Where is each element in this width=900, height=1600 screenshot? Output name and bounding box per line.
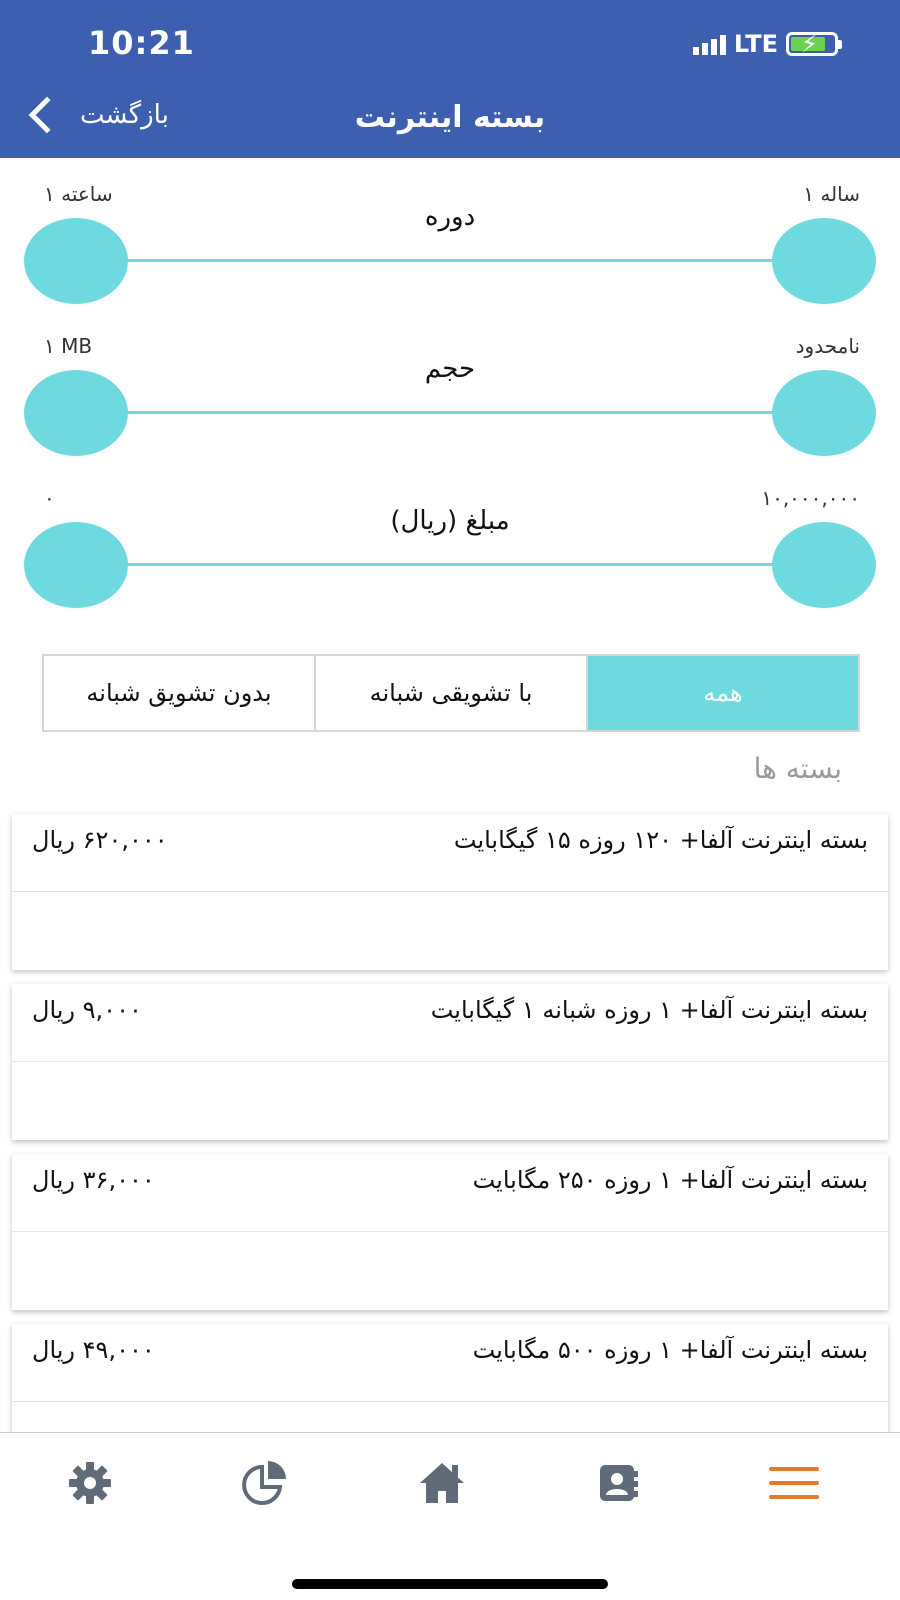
bottom-navigation (0, 1432, 900, 1600)
network-type: LTE (733, 30, 778, 58)
package-row (12, 814, 888, 892)
app-header (0, 0, 900, 158)
package-price: ۴۹,۰۰۰ ریال (32, 1336, 155, 1364)
slider-title: مبلغ (ریال) (390, 506, 510, 536)
slider-max-label: نامحدود (795, 334, 860, 358)
home-icon[interactable] (412, 1453, 472, 1513)
slider-min-handle[interactable] (24, 522, 128, 608)
duration-slider (0, 182, 900, 332)
slider-max-label: ۱۰,۰۰۰,۰۰۰ (761, 486, 860, 510)
slider-min-handle[interactable] (24, 370, 128, 456)
slider-max-handle[interactable] (772, 522, 876, 608)
package-card[interactable] (12, 814, 888, 970)
tab-with-night-bonus[interactable]: با تشویقی شبانه (316, 656, 588, 730)
section-heading: بسته ها (753, 752, 842, 785)
slider-title: حجم (424, 354, 476, 384)
home-indicator[interactable] (292, 1579, 608, 1589)
package-price: ۹,۰۰۰ ریال (32, 996, 142, 1024)
back-label: بازگشت (80, 100, 169, 130)
package-name: بسته اینترنت آلفا+ ۱ روزه ۵۰۰ مگابایت (472, 1336, 868, 1364)
slider-track[interactable] (126, 411, 774, 414)
slider-min-label: ۰ (44, 486, 55, 510)
slider-min-handle[interactable] (24, 218, 128, 304)
package-card[interactable] (12, 1154, 888, 1310)
package-row (12, 984, 888, 1062)
gear-icon[interactable] (60, 1453, 120, 1513)
pie-chart-icon[interactable] (236, 1453, 296, 1513)
slider-max-label: ۱ ساله (803, 182, 860, 206)
status-indicators (693, 30, 838, 58)
signal-icon (693, 33, 726, 55)
package-name: بسته اینترنت آلفا+ ۱ روزه ۲۵۰ مگابایت (472, 1166, 868, 1194)
contact-card-icon[interactable] (588, 1453, 648, 1513)
page-title: بسته اینترنت (354, 100, 546, 135)
slider-track[interactable] (126, 259, 774, 262)
battery-icon: ⚡ (786, 32, 838, 56)
slider-track[interactable] (126, 563, 774, 566)
package-price: ۶۲۰,۰۰۰ ریال (32, 826, 168, 854)
price-slider (0, 486, 900, 636)
package-price: ۳۶,۰۰۰ ریال (32, 1166, 155, 1194)
slider-max-handle[interactable] (772, 370, 876, 456)
hamburger-menu-icon[interactable] (764, 1453, 824, 1513)
package-row (12, 1154, 888, 1232)
slider-min-label: ۱ ساعته (44, 182, 113, 206)
slider-max-handle[interactable] (772, 218, 876, 304)
status-time: 10:21 (88, 24, 195, 62)
tab-without-night-bonus[interactable]: بدون تشویق شبانه (44, 656, 316, 730)
tab-all[interactable]: همه (588, 656, 858, 730)
package-name: بسته اینترنت آلفا+ ۱ روزه شبانه ۱ گیگابایت (430, 996, 868, 1024)
slider-title: دوره (424, 202, 476, 232)
package-row (12, 1324, 888, 1402)
package-name: بسته اینترنت آلفا+ ۱۲۰ روزه ۱۵ گیگابایت (453, 826, 868, 854)
package-card[interactable] (12, 984, 888, 1140)
slider-min-label: ۱ MB (44, 334, 93, 358)
volume-slider (0, 334, 900, 484)
package-filter-tabs (42, 654, 860, 732)
